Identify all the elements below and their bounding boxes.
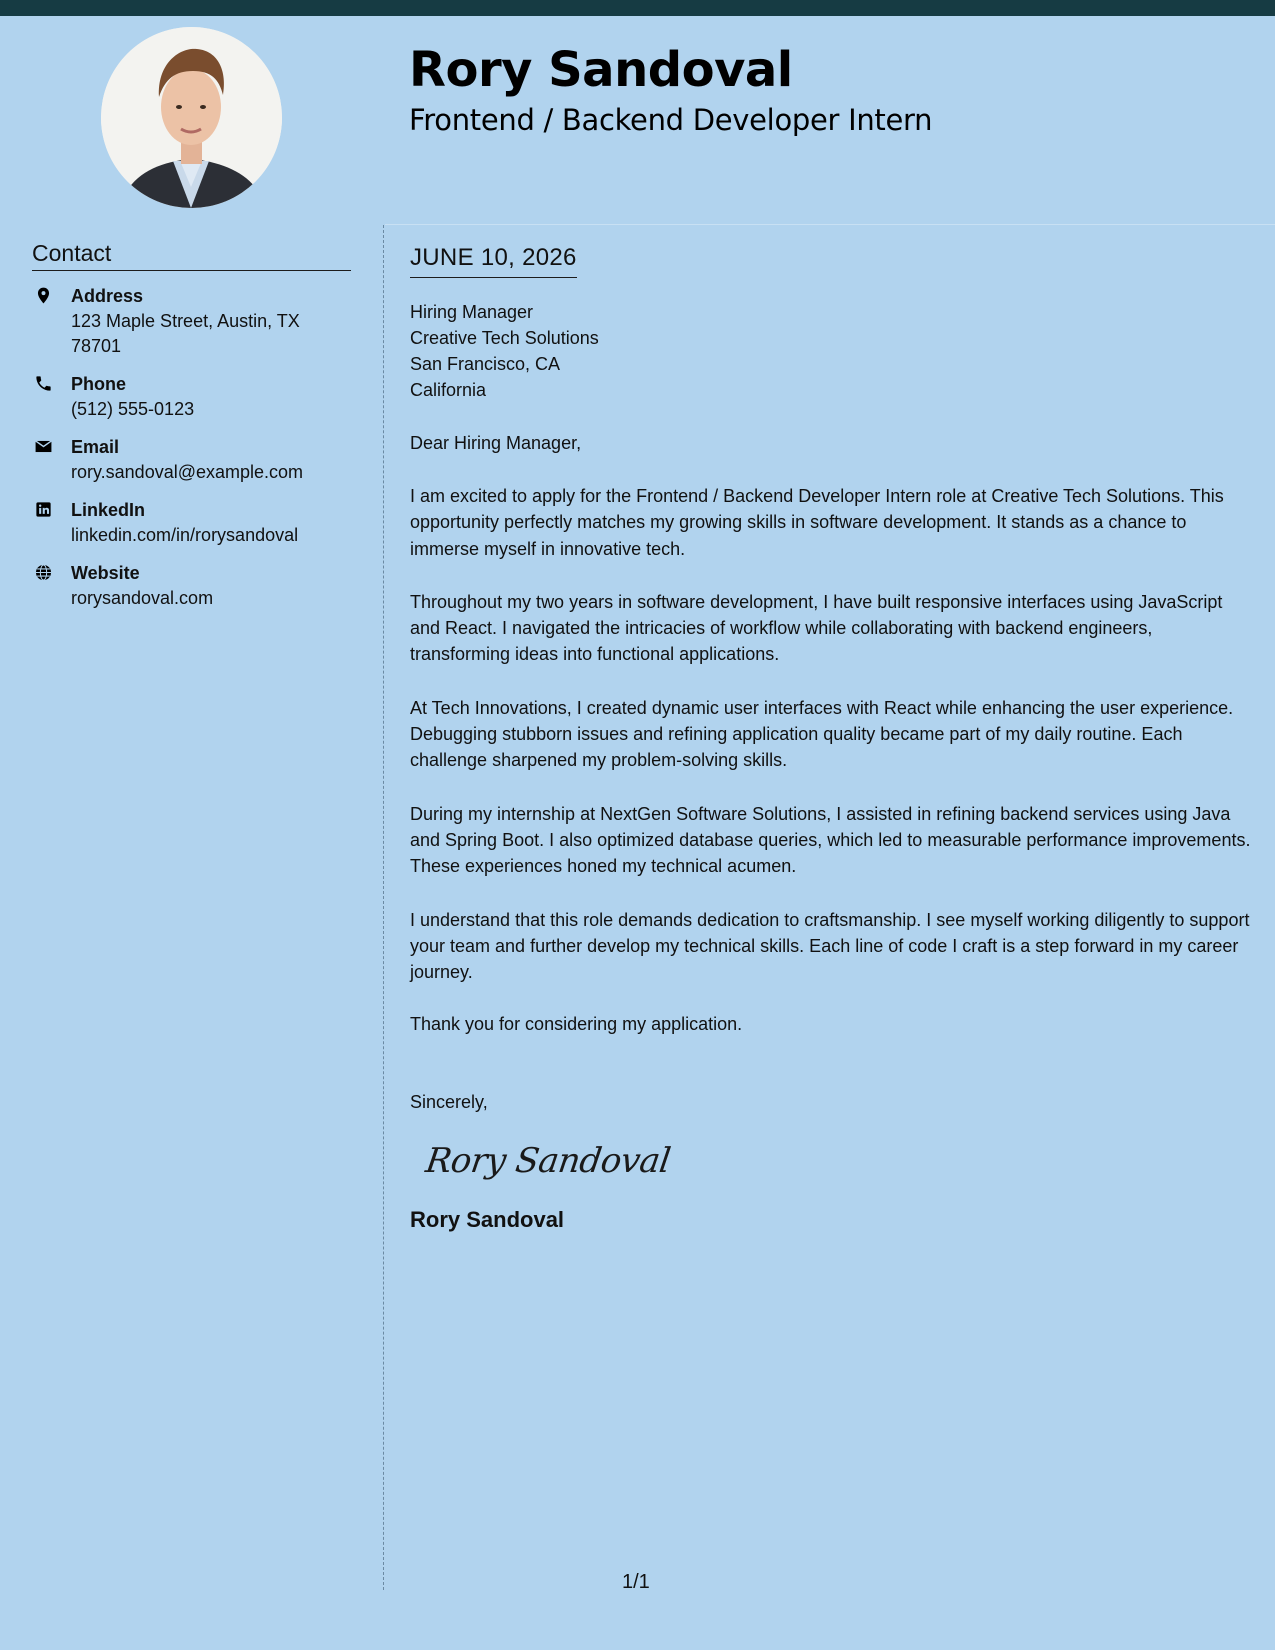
letter-date: JUNE 10, 2026 xyxy=(410,244,577,278)
letter-body xyxy=(410,244,1255,1233)
avatar xyxy=(101,27,282,208)
contact-item-email xyxy=(32,435,352,485)
applicant-role: Frontend / Backend Developer Intern xyxy=(409,103,933,137)
letter-paragraph: Throughout my two years in software development, I have built responsive interfaces using JavaScript and React. I navigated the intricacies of workflow while collaborating with backend engineers, transforming ideas into functional applications. xyxy=(410,591,1223,665)
handwritten-signature: Rory Sandoval xyxy=(423,1141,673,1182)
contact-label: Website xyxy=(71,563,140,583)
contact-value[interactable]: linkedin.com/in/rorysandoval xyxy=(71,525,299,545)
contact-item-address xyxy=(32,284,352,359)
contact-item-website xyxy=(32,561,352,611)
letter-paragraph: At Tech Innovations, I created dynamic user interfaces with React while enhancing the user experience. Debugging stubborn issues and refining application quality became part of my daily routine. Each challenge sharpened my problem-solving skills. xyxy=(410,697,1234,771)
recipient-block xyxy=(410,299,1255,403)
envelope-icon xyxy=(34,437,53,456)
contact-label: Address xyxy=(71,286,144,306)
letter-paragraph: I understand that this role demands dedication to craftsmanship. I see myself working diligently to support your team and further develop my technical skills. Each line of code I craft is a step forward in my career journey. xyxy=(410,909,1250,983)
thank-you-line: Thank you for considering my application. xyxy=(410,1014,743,1035)
letter-paragraph: I am excited to apply for the Frontend / Backend Developer Intern role at Creative Tech Solutions. This opportunity perfectly matches my growing skills in software development. It stands as a chance to immerse myself in innovative tech. xyxy=(410,486,1224,559)
closing: Sincerely, xyxy=(410,1092,488,1113)
contact-label: LinkedIn xyxy=(71,500,146,520)
salutation: Dear Hiring Manager, xyxy=(410,433,582,453)
recipient-line: Creative Tech Solutions xyxy=(410,328,599,348)
contact-label: Email xyxy=(71,437,120,457)
contact-value: 123 Maple Street, Austin, TX 78701 xyxy=(71,311,300,356)
globe-icon xyxy=(34,563,53,582)
recipient-line: California xyxy=(410,380,487,400)
letter-paragraph: During my internship at NextGen Software Solutions, I assisted in refining backend services using Java and Spring Boot. I also optimized database queries, which led to measurable performance improvements. These experiences honed my technical acumen. xyxy=(410,803,1251,877)
contact-item-phone xyxy=(32,372,352,422)
recipient-line: Hiring Manager xyxy=(410,302,534,322)
location-pin-icon xyxy=(34,286,53,305)
recipient-line: San Francisco, CA xyxy=(410,354,561,374)
contact-value: (512) 555-0123 xyxy=(71,399,195,419)
contact-section-title: Contact xyxy=(32,240,351,271)
linkedin-icon xyxy=(34,500,53,519)
contact-list xyxy=(32,284,352,624)
top-accent-bar xyxy=(0,0,1275,16)
contact-item-linkedin xyxy=(32,498,352,548)
contact-value[interactable]: rory.sandoval@example.com xyxy=(71,462,304,482)
phone-icon xyxy=(34,374,53,393)
applicant-name: Rory Sandoval xyxy=(409,42,793,98)
signed-name: Rory Sandoval xyxy=(410,1207,565,1233)
header-divider xyxy=(385,224,1275,225)
contact-label: Phone xyxy=(71,374,127,394)
page-number: 1/1 xyxy=(622,1571,650,1593)
contact-value[interactable]: rorysandoval.com xyxy=(71,588,214,608)
column-divider xyxy=(383,225,384,1590)
profile-photo xyxy=(101,27,282,208)
